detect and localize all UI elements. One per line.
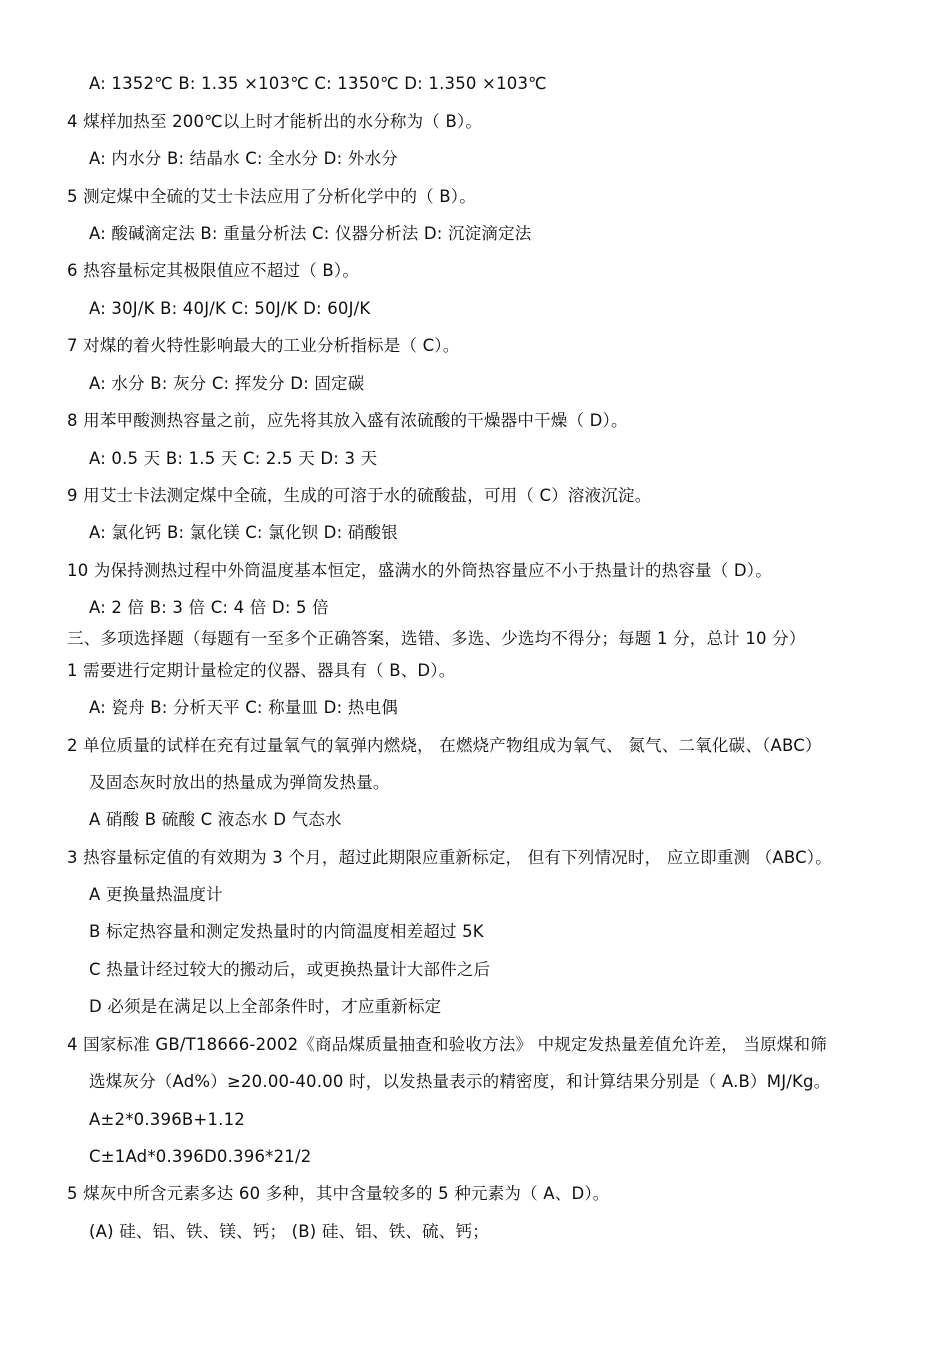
mc4-options-ab: A±2*0.396B+1.12 <box>89 1110 245 1129</box>
mc1-options: A: 瓷舟 B: 分析天平 C: 称量皿 D: 热电偶 <box>89 698 398 717</box>
mc5-options: (A) 硅、铝、铁、镁、钙； (B) 硅、铝、铁、硫、钙； <box>89 1222 489 1241</box>
q8-options: A: 0.5 天 B: 1.5 天 C: 2.5 天 D: 3 天 <box>89 449 378 468</box>
question-10: 10 为保持测热过程中外筒温度基本恒定，盛满水的外筒热容量应不小于热量计的热容量（ D）。 <box>67 561 772 580</box>
mc3-option-d: D 必须是在满足以上全部条件时，才应重新标定 <box>89 997 442 1016</box>
q10-options: A: 2 倍 B: 3 倍 C: 4 倍 D: 5 倍 <box>89 598 329 617</box>
question-5: 5 测定煤中全硫的艾士卡法应用了分析化学中的（ B）。 <box>67 187 476 206</box>
section-heading: 三、多项选择题（每题有一至多个正确答案，选错、多选、少选均不得分；每题 1 分，总计 10 分） <box>67 629 806 648</box>
mc3-option-a: A 更换量热温度计 <box>89 885 223 904</box>
question-8: 8 用苯甲酸测热容量之前，应先将其放入盛有浓硫酸的干燥器中干燥（ D）。 <box>67 411 628 430</box>
q9-options: A: 氯化钙 B: 氯化镁 C: 氯化钡 D: 硝酸银 <box>89 523 398 542</box>
question-7: 7 对煤的着火特性影响最大的工业分析指标是（ C）。 <box>67 336 460 355</box>
mc-question-2-cont: 及固态灰时放出的热量成为弹筒发热量。 <box>89 773 390 792</box>
mc-question-4-cont: 选煤灰分（Ad%）≥20.00-40.00 时，以发热量表示的精密度，和计算结果分别是（ A.B）MJ/Kg。 <box>89 1072 831 1091</box>
mc-question-1: 1 需要进行定期计量检定的仪器、器具有（ B、D）。 <box>67 661 456 680</box>
mc-question-5: 5 煤灰中所含元素多达 60 多种，其中含量较多的 5 种元素为（ A、D）。 <box>67 1184 610 1203</box>
q6-options: A: 30J/K B: 40J/K C: 50J/K D: 60J/K <box>89 299 371 318</box>
mc-question-3: 3 热容量标定值的有效期为 3 个月，超过此期限应重新标定， 但有下列情况时， 应立即重测 （ABC）。 <box>67 848 832 867</box>
q5-options: A: 酸碱滴定法 B: 重量分析法 C: 仪器分析法 D: 沉淀滴定法 <box>89 224 532 243</box>
mc-question-4: 4 国家标准 GB/T18666-2002《商品煤质量抽查和验收方法》 中规定发热量差值允许差， 当原煤和筛 <box>67 1035 827 1054</box>
question-6: 6 热容量标定其极限值应不超过（ B）。 <box>67 261 360 280</box>
question-4: 4 煤样加热至 200℃以上时才能析出的水分称为（ B）。 <box>67 112 483 131</box>
mc2-options: A 硝酸 B 硫酸 C 液态水 D 气态水 <box>89 810 342 829</box>
q7-options: A: 水分 B: 灰分 C: 挥发分 D: 固定碳 <box>89 374 365 393</box>
mc-question-2: 2 单位质量的试样在充有过量氧气的氧弹内燃烧， 在燃烧产物组成为氧气、 氮气、二氧化碳、（ABC） <box>67 736 822 755</box>
mc4-options-cd: C±1Ad*0.396D0.396*21/2 <box>89 1147 312 1166</box>
question-9: 9 用艾士卡法测定煤中全硫，生成的可溶于水的硫酸盐，可用（ C）溶液沉淀。 <box>67 486 652 505</box>
q3-options: A: 1352℃ B: 1.35 ×103℃ C: 1350℃ D: 1.350 ×103℃ <box>89 74 547 93</box>
mc3-option-b: B 标定热容量和测定发热量时的内筒温度相差超过 5K <box>89 922 484 941</box>
q4-options: A: 内水分 B: 结晶水 C: 全水分 D: 外水分 <box>89 149 398 168</box>
mc3-option-c: C 热量计经过较大的搬动后，或更换热量计大部件之后 <box>89 960 491 979</box>
